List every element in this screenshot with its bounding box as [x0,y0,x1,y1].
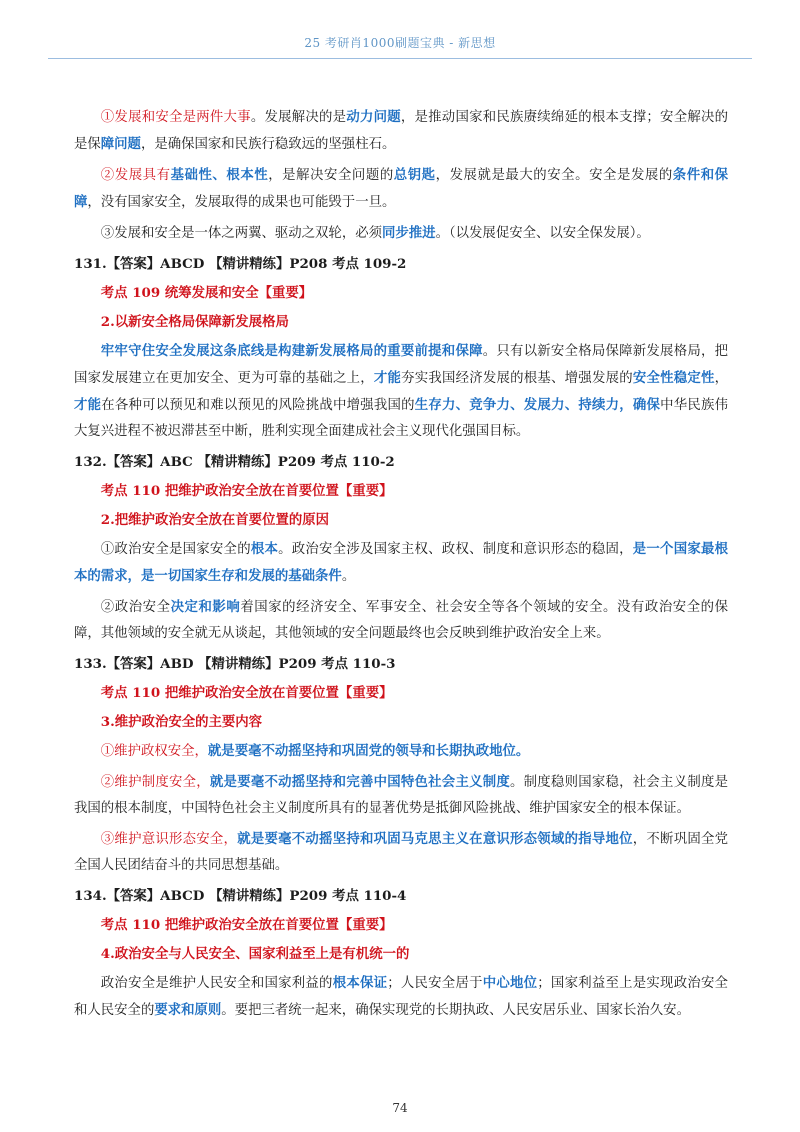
text-run: ②发展具有 [100,168,171,183]
section-heading-133: 3.维护政治安全的主要内容 [100,714,263,730]
text-run: 要求和原则 [154,1002,222,1018]
section-heading-131: 2.以新安全格局保障新发展格局 [100,314,289,330]
text-run: ②政治安全 [100,600,171,615]
text-run: ， [714,371,729,386]
paragraph-dev-security-3 [74,220,728,247]
text-run: ，不断巩固全党全国人民团结奋斗的共同思想基础。 [74,832,729,873]
text-run: ①维护政权安全， [100,744,208,759]
text-run: ③发展和安全是一体之两翼、驱动之双轮，必须 [100,226,382,241]
paragraph-system-security [74,769,728,822]
text-run: 根本 [250,541,279,557]
text-run: 条件和保障 [74,167,729,210]
text-run: 牢牢守住安全发展这条底线是构建新发展格局的重要前提和保障 [100,343,483,359]
answer-131: 131.【答案】ABCD 【精讲精练】P208 考点 109-2 [74,256,407,272]
topic-110-heading-133: 考点 110 把维护政治安全放在首要位置【重要】 [100,685,393,701]
text-run: ，是确保国家和民族行稳致远的坚强柱石。 [140,137,396,152]
text-run: 生存力、竞争力、发展力、持续力，确保 [414,397,661,413]
text-run: ①发展和安全是两件大事 [100,110,251,125]
paragraph-organic-unity [74,970,728,1024]
header-divider [48,58,752,59]
answer-133: 133.【答案】ABD 【精讲精练】P209 考点 110-3 [74,656,396,672]
paragraph-political-security-1 [74,536,728,590]
text-run: 总钥匙 [393,167,436,183]
paragraph-political-security-2 [74,594,728,647]
paragraph-new-security-pattern [74,338,728,445]
text-run: 就是要毫不动摇坚持和巩固党的领导和长期执政地位。 [207,743,530,759]
paragraph-regime-security [74,738,728,765]
text-run: 决定和影响 [170,599,241,615]
section-heading-132: 2.把维护政治安全放在首要位置的原因 [100,512,330,528]
text-run: 是一个国家最根本的需求，是一切国家生存和发展的基础条件 [74,541,729,584]
text-run: 才能 [373,370,402,386]
text-run: 就是要毫不动摇坚持和完善中国特色社会主义制度 [209,774,511,790]
text-run: 。要把三者统一起来，确保实现党的长期执政、人民安居乐业、国家长治久安。 [221,1003,690,1018]
text-run: 。制度稳则国家稳，社会主义制度是我国的根本制度，中国特色社会主义制度所具有的显著优势是抵御风险挑战、维护国家安全的根本保证。 [74,775,729,816]
text-run: 夯实我国经济发展的根基、增强发展的 [401,371,633,386]
text-run: ①政治安全是国家安全的 [100,542,251,557]
running-header: 25 考研肖1000刷题宝典 - 新思想 [304,36,496,50]
topic-110-heading-132: 考点 110 把维护政治安全放在首要位置【重要】 [100,483,393,499]
text-run: ，发展就是最大的安全。安全是发展的 [435,168,673,183]
text-run: 着国家的经济安全、军事安全、社会安全等各个领域的安全。没有政治安全的保障，其他领域的安全就无从谈起，其他领域的安全问题最终也会反映到维护政治安全上来。 [74,600,729,641]
text-run: ②维护制度安全， [100,775,210,790]
text-run: 基础性、根本性 [170,167,269,183]
page-number: 74 [392,1101,408,1115]
text-run: 中心地位 [482,975,538,991]
text-run: 。（以发展促安全、以安全保发展）。 [435,226,650,241]
answer-132: 132.【答案】ABC 【精讲精练】P209 考点 110-2 [74,454,395,470]
text-run: 就是要毫不动摇坚持和巩固马克思主义在意识形态领域的指导地位 [237,831,633,847]
text-run: 动力问题 [346,109,401,125]
text-run: 根本保证 [332,975,388,991]
answer-134: 134.【答案】ABCD 【精讲精练】P209 考点 110-4 [74,888,407,904]
topic-109-heading: 考点 109 统筹发展和安全【重要】 [100,285,313,301]
text-run: 。只有以新安全格局保障新发展格局，把国家发展建立在更加安全、更为可靠的基础之上， [74,344,729,386]
text-run: 安全性稳定性 [632,370,715,386]
text-run: 同步推进 [382,225,436,241]
paragraph-dev-security-1 [74,104,728,158]
text-run: ；人民安全居于 [387,976,483,991]
paragraph-dev-security-2 [74,162,728,216]
text-run: ③维护意识形态安全， [100,832,238,847]
section-heading-134: 4.政治安全与人民安全、国家利益至上是有机统一的 [100,946,410,962]
text-run: 。发展解决的是 [250,110,347,125]
text-run: 。政治安全涉及国家主权、政权、制度和意识形态的稳固， [278,542,633,557]
text-run: ，是推动国家和民族赓续绵延的根本支撑；安全解决的是保 [74,110,729,152]
topic-110-heading-134: 考点 110 把维护政治安全放在首要位置【重要】 [100,917,393,933]
text-run: 。 [341,569,356,584]
text-run: ；国家利益至上是实现政治安全和人民安全的 [74,976,729,1018]
text-run: ，没有国家安全，发展取得的成果也可能毁于一旦。 [87,195,396,210]
page-content [74,104,728,1028]
text-run: 才能 [74,397,102,413]
text-run: 在各种可以预见和难以预见的风险挑战中增强我国的 [101,398,415,413]
text-run: 障问题 [100,136,141,152]
paragraph-ideology-security [74,826,728,879]
text-run: ，是解决安全问题的 [268,168,394,183]
text-run: 政治安全是维护人民安全和国家利益的 [100,976,333,991]
text-run: 中华民族伟大复兴进程不被迟滞甚至中断，胜利实现全面建成社会主义现代化强国目标。 [74,398,729,439]
